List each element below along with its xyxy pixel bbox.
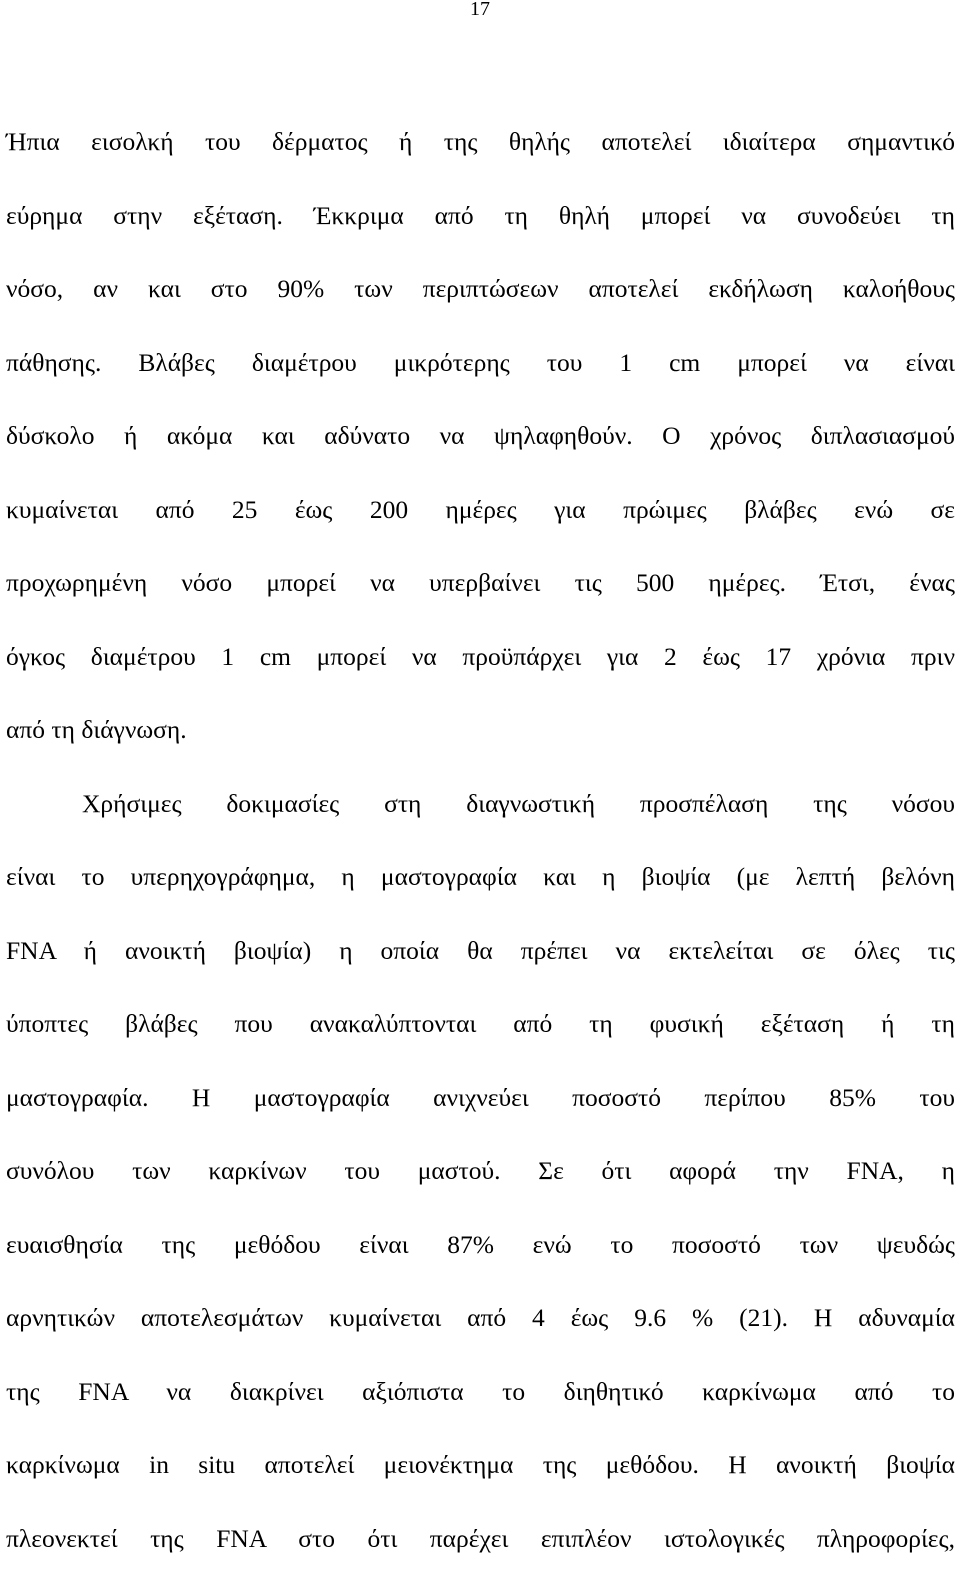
text-line: ευαισθησία της μεθόδου είναι 87% ενώ το ποσοστό των ψευδώς [6,1208,955,1282]
paragraph-2 [6,767,955,1575]
text-line: προχωρημένη νόσο μπορεί να υπερβαίνει τις 500 ημέρες. Έτσι, ένας [6,546,955,620]
page-number: 17 [0,0,960,21]
text-line: πλεονεκτεί της FNA στο ότι παρέχει επιπλέον ιστολογικές πληροφορίες, [6,1502,955,1575]
text-line: πάθησης. Βλάβες διαμέτρου μικρότερης του 1 cm μπορεί να είναι [6,326,955,400]
text-line: Χρήσιμες δοκιμασίες στη διαγνωστική προσπέλαση της νόσου [6,767,955,841]
text-line: όγκος διαμέτρου 1 cm μπορεί να προϋπάρχει για 2 έως 17 χρόνια πριν [6,620,955,694]
text-line: εύρημα στην εξέταση. Έκκριμα από τη θηλή μπορεί να συνοδεύει τη [6,179,955,253]
text-line: της FNA να διακρίνει αξιόπιστα το διηθητικό καρκίνωμα από το [6,1355,955,1429]
text-line: δύσκολο ή ακόμα και αδύνατο να ψηλαφηθούν. Ο χρόνος διπλασιασμού [6,399,955,473]
text-line: μαστογραφία. Η μαστογραφία ανιχνεύει ποσοστό περίπου 85% του [6,1061,955,1135]
text-line: νόσο, αν και στο 90% των περιπτώσεων αποτελεί εκδήλωση καλοήθους [6,252,955,326]
text-line: ύποπτες βλάβες που ανακαλύπτονται από τη φυσική εξέταση ή τη [6,987,955,1061]
paragraph-1 [6,105,955,767]
text-line: καρκίνωμα in situ αποτελεί μειονέκτημα της μεθόδου. Η ανοικτή βιοψία [6,1428,955,1502]
text-line: FNA ή ανοικτή βιοψία) η οποία θα πρέπει να εκτελείται σε όλες τις [6,914,955,988]
text-line: Ήπια εισολκή του δέρματος ή της θηλής αποτελεί ιδιαίτερα σημαντικό [6,105,955,179]
body-text [6,105,955,1575]
text-line: συνόλου των καρκίνων του μαστού. Σε ότι αφορά την FNA, η [6,1134,955,1208]
text-line: αρνητικών αποτελεσμάτων κυμαίνεται από 4 έως 9.6 % (21). Η αδυναμία [6,1281,955,1355]
text-line: κυμαίνεται από 25 έως 200 ημέρες για πρώιμες βλάβες ενώ σε [6,473,955,547]
text-line: από τη διάγνωση. [6,693,955,767]
text-line: είναι το υπερηχογράφημα, η μαστογραφία και η βιοψία (με λεπτή βελόνη [6,840,955,914]
